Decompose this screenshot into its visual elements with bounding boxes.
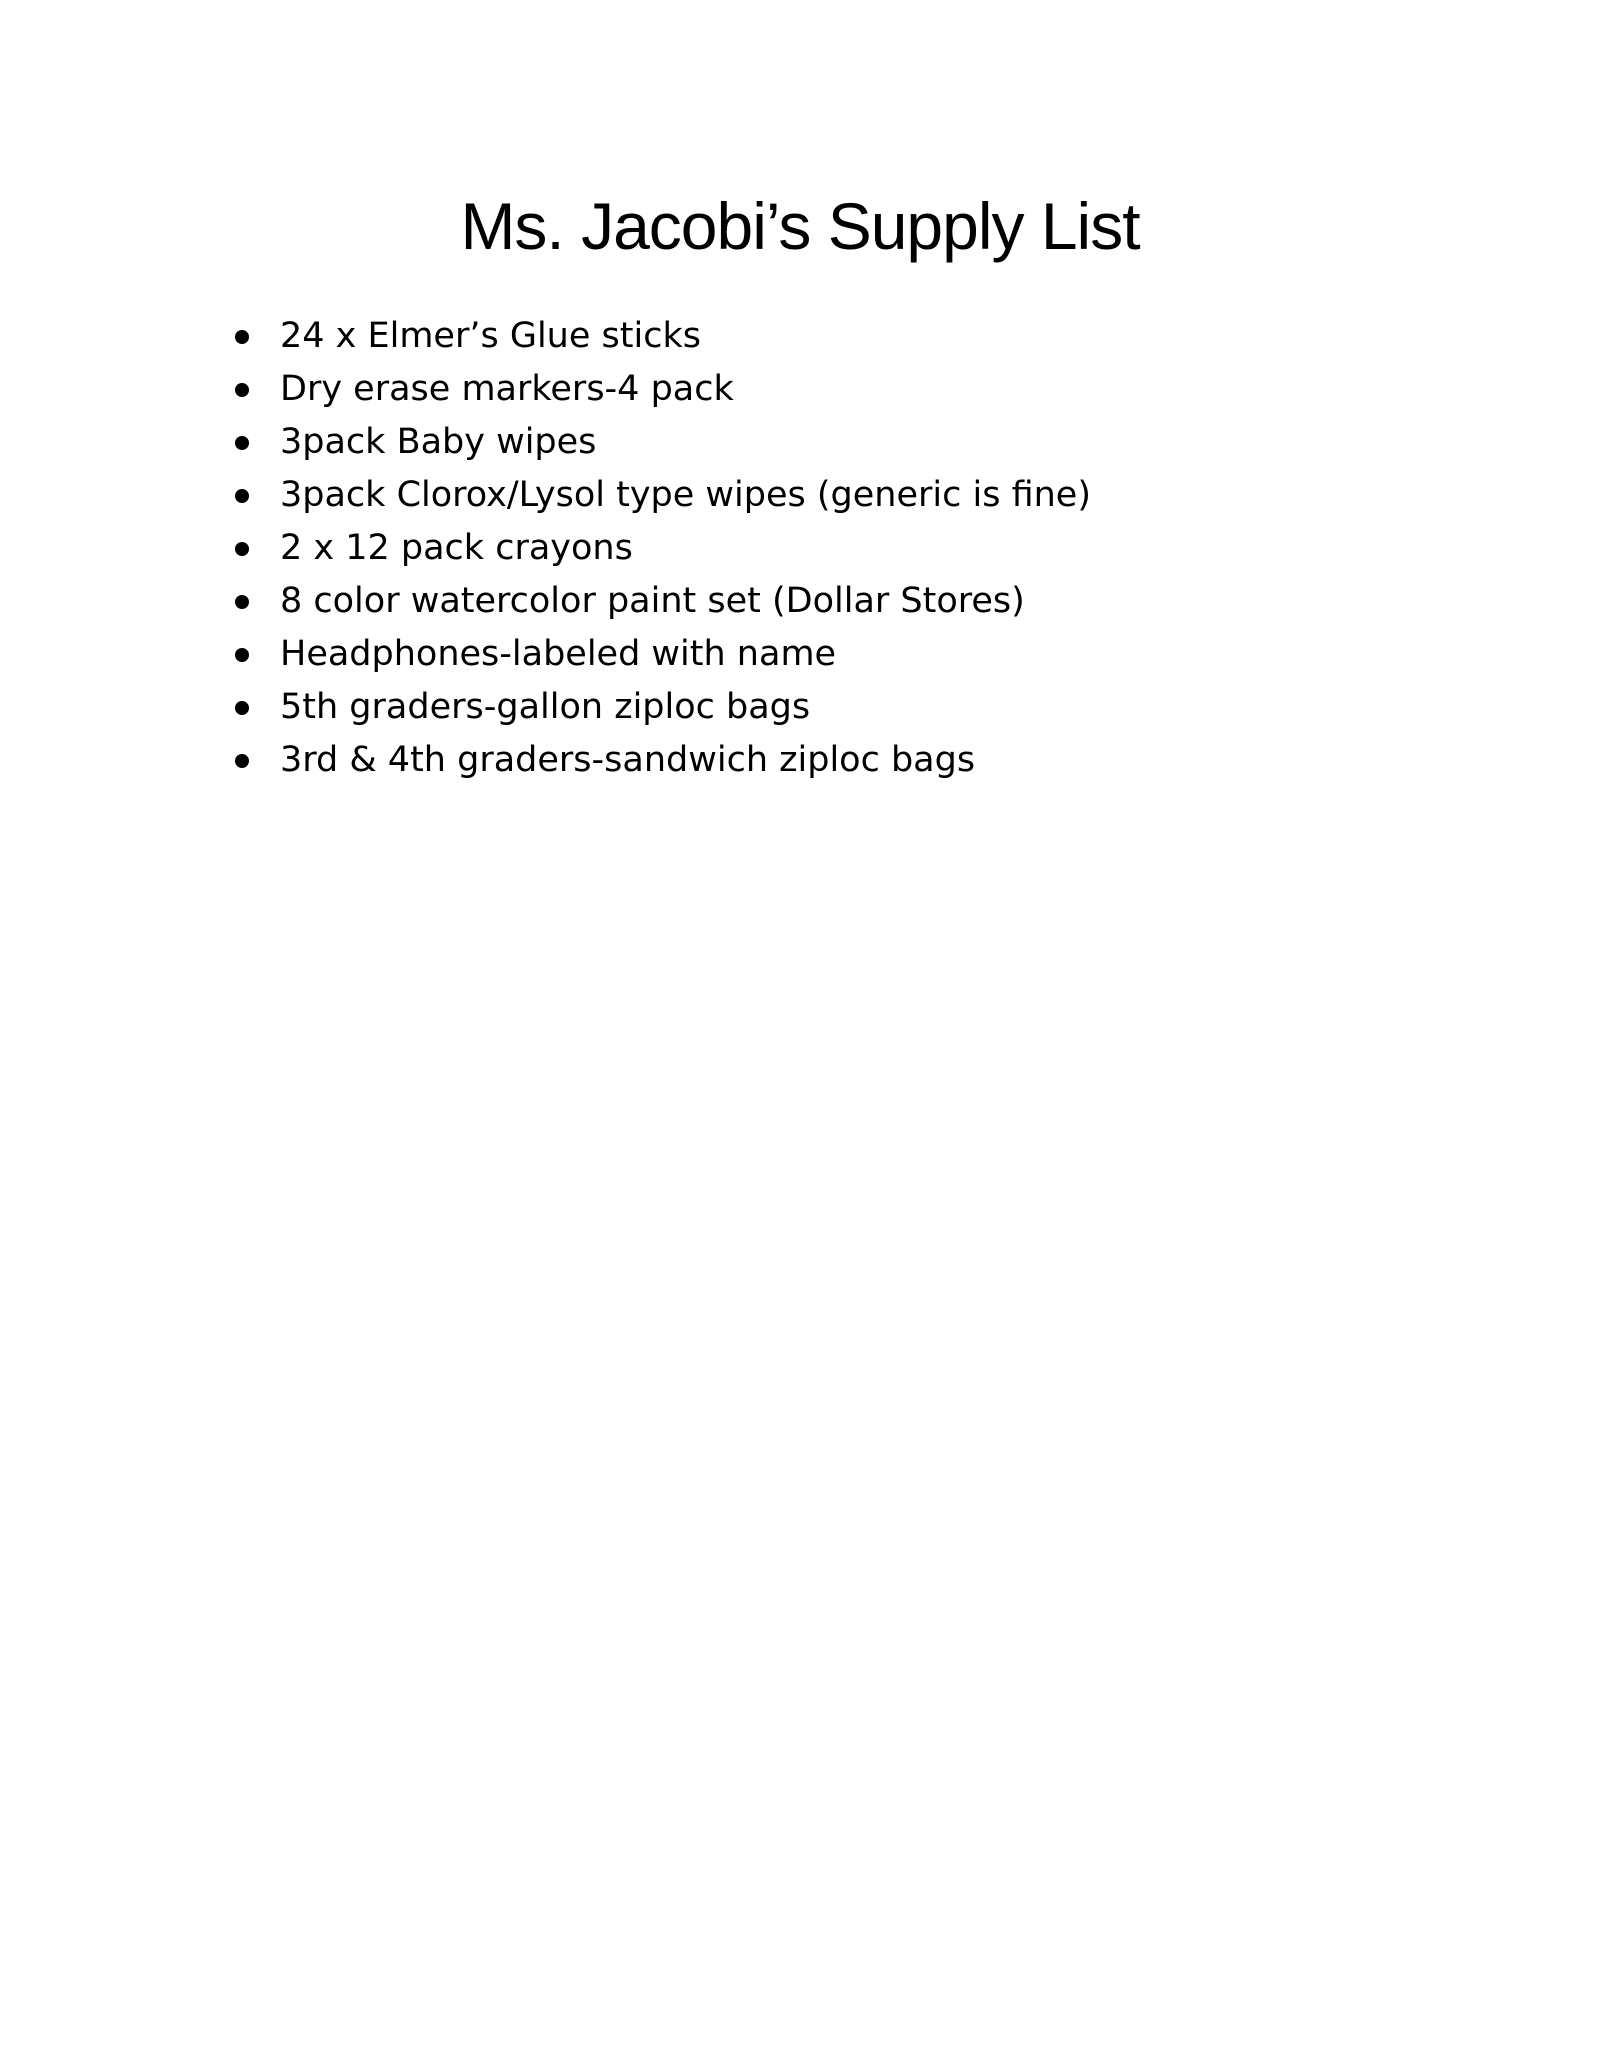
list-item-text: 3pack Baby wipes [280,422,597,462]
list-item-text: 3rd & 4th graders-sandwich ziploc bags [280,740,976,780]
bullet-icon [235,595,249,609]
list-item-text: 8 color watercolor paint set (Dollar Stores) [280,581,1025,621]
bullet-icon [235,436,249,450]
list-item-text: 5th graders-gallon ziploc bags [280,687,811,727]
list-item-text: 3pack Clorox/Lysol type wipes (generic is fine) [280,475,1091,515]
page-title: Ms. Jacobi’s Supply List [460,189,1140,263]
bullet-icon [235,330,249,344]
list-item-text: 2 x 12 pack crayons [280,528,633,568]
bullet-icon [235,754,249,768]
bullet-icon [235,542,249,556]
list-item-text: Headphones-labeled with name [280,634,837,674]
bullet-icon [235,489,249,503]
bullet-icon [235,383,249,397]
list-item-text: 24 x Elmer’s Glue sticks [280,316,701,356]
bullet-icon [235,648,249,662]
bullet-icon [235,701,249,715]
list-item-text: Dry erase markers-4 pack [280,369,734,409]
